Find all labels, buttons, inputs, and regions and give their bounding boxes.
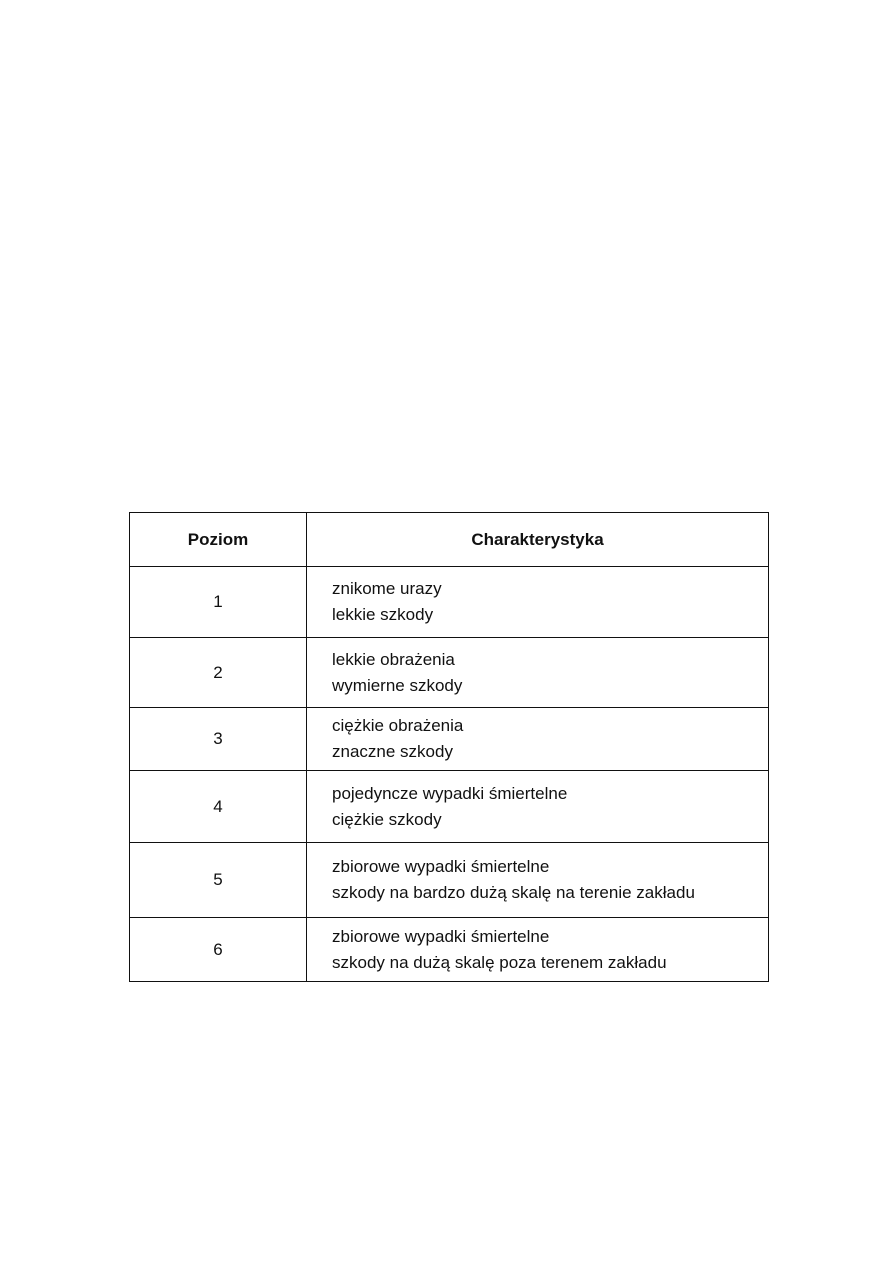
description-line: szkody na dużą skalę poza terenem zakładu <box>332 952 667 972</box>
level-cell: 1 <box>130 567 307 638</box>
table-header-row <box>130 513 769 567</box>
description-cell <box>307 843 769 918</box>
header-level: Poziom <box>130 513 307 567</box>
severity-levels-table <box>129 512 769 982</box>
description-line: lekkie obrażenia <box>332 649 455 669</box>
level-cell: 4 <box>130 771 307 843</box>
description-cell <box>307 638 769 708</box>
description-line: ciężkie szkody <box>332 809 442 829</box>
description-line: pojedyncze wypadki śmiertelne <box>332 783 568 803</box>
table-row <box>130 771 769 843</box>
table-row <box>130 567 769 638</box>
level-cell: 2 <box>130 638 307 708</box>
description-line: zbiorowe wypadki śmiertelne <box>332 857 550 876</box>
description-line: lekkie szkody <box>332 605 434 624</box>
description-line: ciężkie obrażenia <box>332 716 464 735</box>
level-cell: 5 <box>130 843 307 918</box>
description-line: wymierne szkody <box>332 675 463 695</box>
description-line: zbiorowe wypadki śmiertelne <box>332 926 550 946</box>
table-row <box>130 918 769 982</box>
level-cell: 3 <box>130 708 307 771</box>
description-line: znikome urazy <box>332 579 442 598</box>
table-row <box>130 843 769 918</box>
level-cell: 6 <box>130 918 307 982</box>
description-cell <box>307 567 769 638</box>
table-row <box>130 638 769 708</box>
description-line: szkody na bardzo dużą skalę na terenie zakładu <box>332 883 695 902</box>
description-line: znaczne szkody <box>332 742 453 761</box>
description-cell <box>307 771 769 843</box>
description-cell <box>307 708 769 771</box>
table-row <box>130 708 769 771</box>
description-cell <box>307 918 769 982</box>
header-description: Charakterystyka <box>307 513 769 567</box>
